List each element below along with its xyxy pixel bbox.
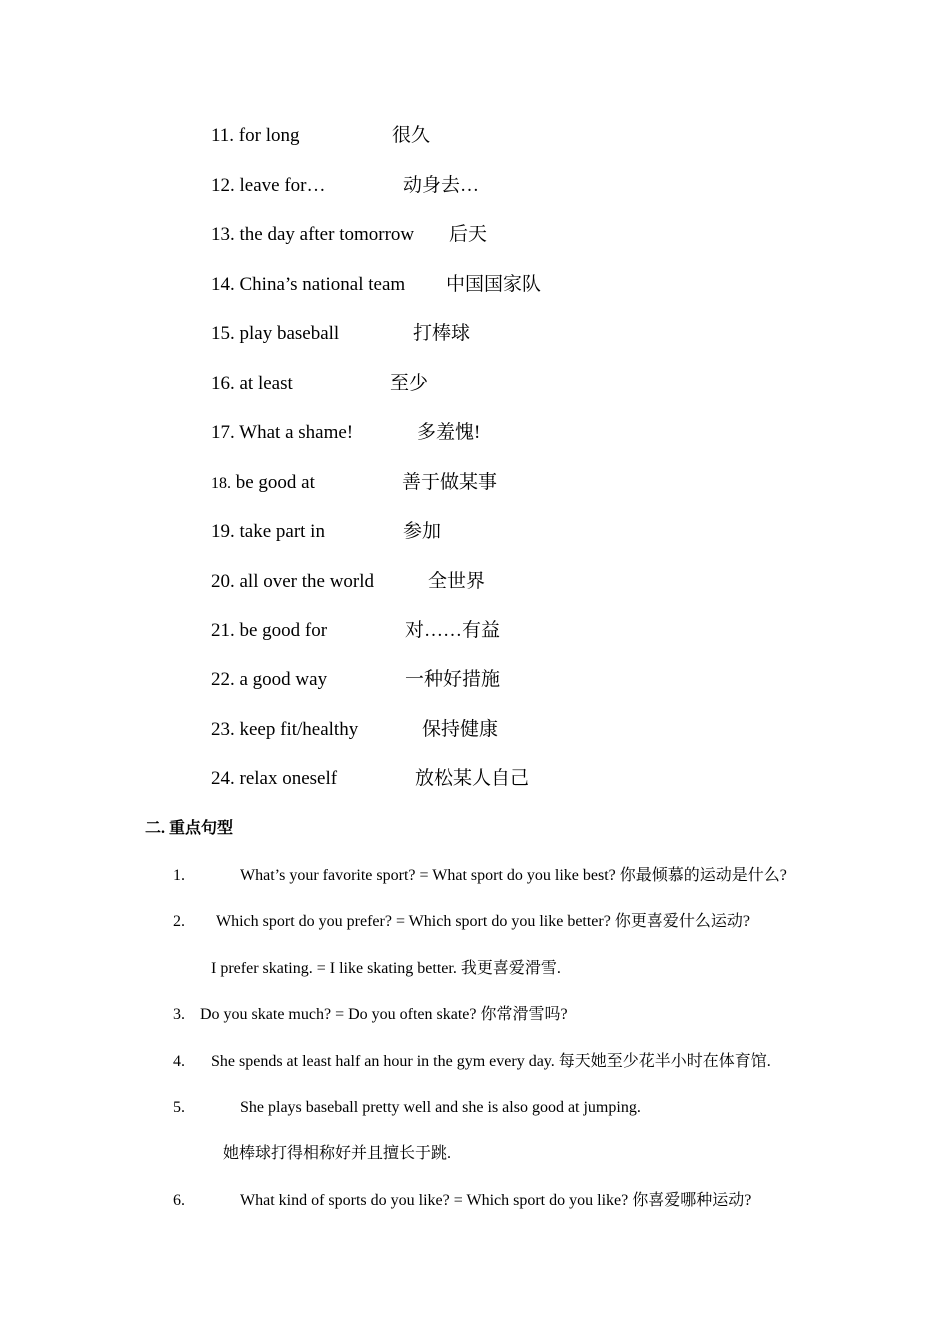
vocab-number: 24. bbox=[211, 768, 235, 789]
vocab-english: a good way bbox=[239, 669, 328, 690]
vocab-english: leave for… bbox=[239, 175, 326, 196]
sentence-text: What’s your favorite sport? = What sport do you like best? 你最倾慕的运动是什么? bbox=[240, 867, 787, 884]
vocab-english: be good for bbox=[239, 620, 328, 641]
vocab-item bbox=[211, 569, 486, 595]
vocab-english: What a shame! bbox=[239, 422, 354, 443]
vocab-english: at least bbox=[239, 373, 293, 394]
vocab-item bbox=[211, 667, 501, 693]
vocab-chinese: 中国国家队 bbox=[446, 274, 542, 295]
vocab-english: relax oneself bbox=[239, 768, 338, 789]
sentence-text: She plays baseball pretty well and she is also good at jumping. bbox=[240, 1099, 641, 1116]
vocab-item bbox=[211, 222, 488, 248]
vocab-chinese: 后天 bbox=[449, 224, 488, 245]
vocab-english: all over the world bbox=[239, 571, 375, 592]
vocab-item bbox=[211, 173, 480, 199]
vocab-number: 19. bbox=[211, 521, 235, 542]
vocab-chinese: 参加 bbox=[403, 521, 442, 542]
vocab-chinese: 全世界 bbox=[428, 571, 486, 592]
vocab-chinese: 一种好措施 bbox=[405, 669, 501, 690]
vocab-chinese: 保持健康 bbox=[422, 719, 499, 740]
vocab-number: 15. bbox=[211, 323, 235, 344]
sentence-text: Which sport do you prefer? = Which sport do you like better? 你更喜爱什么运动? bbox=[216, 913, 750, 930]
sentence-text: She spends at least half an hour in the gym every day. 每天她至少花半小时在体育馆. bbox=[211, 1053, 771, 1070]
vocab-chinese: 多羞愧! bbox=[417, 422, 481, 443]
sentence-text: Do you skate much? = Do you often skate? 你常滑雪吗? bbox=[200, 1006, 568, 1023]
vocab-chinese: 对……有益 bbox=[405, 620, 501, 641]
vocab-chinese: 善于做某事 bbox=[402, 472, 498, 493]
vocab-number: 13. bbox=[211, 224, 235, 245]
vocab-item bbox=[211, 321, 471, 347]
vocab-number: 14. bbox=[211, 274, 235, 295]
vocab-number: 16. bbox=[211, 373, 235, 394]
vocab-chinese: 至少 bbox=[390, 373, 429, 394]
vocab-number: 12. bbox=[211, 175, 235, 196]
vocab-english: be good at bbox=[235, 472, 315, 493]
vocab-item bbox=[211, 371, 429, 397]
vocab-english: the day after tomorrow bbox=[239, 224, 415, 245]
vocab-english: for long bbox=[238, 125, 300, 146]
vocab-item bbox=[211, 272, 542, 298]
sentence-number: 5. bbox=[173, 1099, 185, 1116]
section-heading: 二. 重点句型 bbox=[145, 820, 234, 837]
vocab-item bbox=[211, 766, 530, 792]
vocab-item bbox=[211, 717, 499, 743]
vocab-number: 23. bbox=[211, 719, 235, 740]
sentence-number: 6. bbox=[173, 1192, 185, 1209]
sentence-text: 她棒球打得相称好并且擅长于跳. bbox=[223, 1145, 452, 1162]
vocab-chinese: 打棒球 bbox=[413, 323, 471, 344]
vocab-english: China’s national team bbox=[239, 274, 406, 295]
vocab-number: 17. bbox=[211, 422, 235, 443]
vocab-number: 18. bbox=[211, 475, 231, 492]
vocab-number: 11. bbox=[211, 125, 235, 146]
vocab-item bbox=[211, 470, 498, 496]
vocab-number: 21. bbox=[211, 620, 235, 641]
sentence-text: I prefer skating. = I like skating better. 我更喜爱滑雪. bbox=[211, 960, 561, 977]
vocab-english: take part in bbox=[239, 521, 325, 542]
vocab-chinese: 很久 bbox=[392, 125, 431, 146]
sentence-number: 3. bbox=[173, 1006, 185, 1023]
vocab-number: 20. bbox=[211, 571, 235, 592]
vocab-chinese: 动身去… bbox=[403, 175, 480, 196]
sentence-number: 2. bbox=[173, 913, 185, 930]
vocab-item bbox=[211, 519, 442, 545]
vocab-number: 22. bbox=[211, 669, 235, 690]
sentence-number: 1. bbox=[173, 867, 185, 884]
vocab-english: keep fit/healthy bbox=[239, 719, 359, 740]
vocab-english: play baseball bbox=[239, 323, 340, 344]
vocab-item bbox=[211, 420, 481, 446]
vocab-item bbox=[211, 123, 431, 149]
sentence-text: What kind of sports do you like? = Which sport do you like? 你喜爱哪种运动? bbox=[240, 1192, 752, 1209]
vocab-chinese: 放松某人自己 bbox=[415, 768, 530, 789]
vocab-item bbox=[211, 618, 501, 644]
sentence-number: 4. bbox=[173, 1053, 185, 1070]
